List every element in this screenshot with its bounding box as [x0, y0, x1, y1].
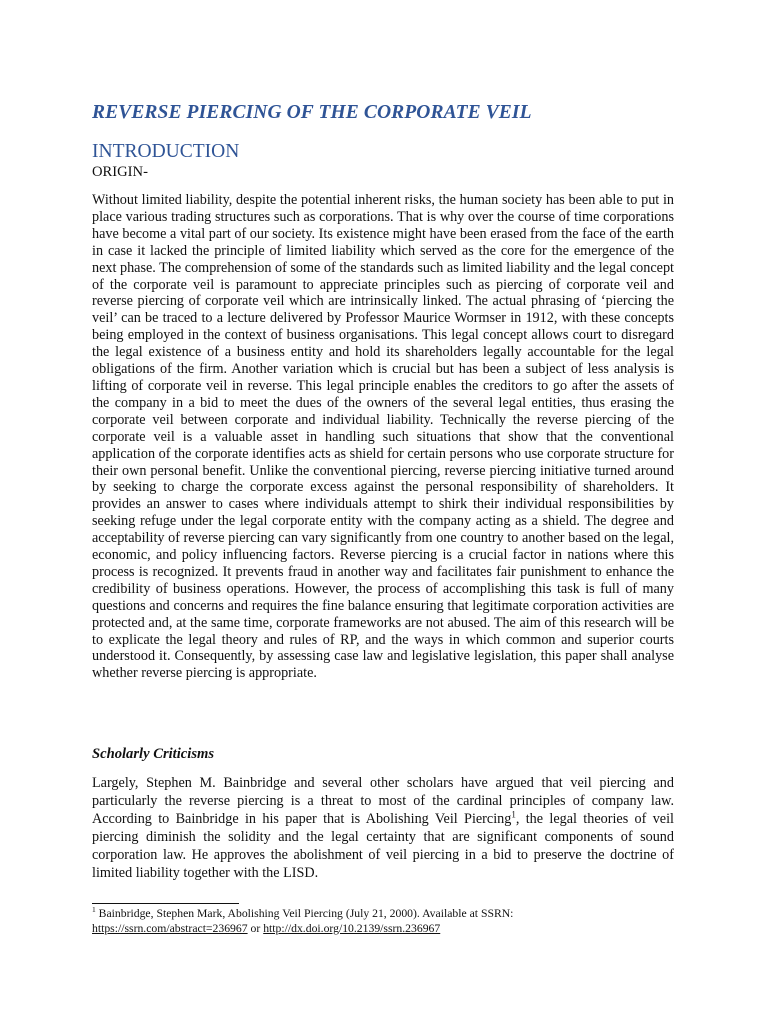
- footnote-number: 1: [92, 905, 96, 915]
- footnote-link-doi[interactable]: http://dx.doi.org/10.2139/ssrn.236967: [263, 921, 441, 935]
- introduction-paragraph: Without limited liability, despite the potential inherent risks, the human society has been able to put in place various trading structures such as corporations. That is why over the course of time corporations have become a vital part of our society. Its existence might have been erased from the face of the earth in case it lacked the principle of limited liability which served as the core for the emergence of the next phase. The comprehension of some of the standards such as limited liability and the legal concept of the corporate veil is paramount to appreciate principles such as piercing of corporate veil and reverse piercing of corporate veil which are intrinsically linked. The actual phrasing of ‘piercing the veil’ can be traced to a lecture delivered by Professor Maurice Wormser in 1912, with these concepts being employed in the context of business organisations. This legal concept allows court to disregard the legal existence of a business entity and hold its shareholders legally accountable for the legal obligations of the firm. Another variation which is crucial but has been a subject of less analysis is lifting of corporate veil in reverse. This legal principle enables the creditors to go after the assets of the company in a bid to meet the dues of the owners of the several legal entities, thus erasing the corporate veil between corporate and individual liability. Technically the reverse piercing of the corporate veil is a valuable asset in handling such situations that show that the conventional application of the corporate identifies acts as shield for certain persons who use corporate structure for their own personal benefit. Unlike the conventional piercing, reverse piercing initiative turned around by seeking to charge the corporate excess against the personal responsibility of shareholders. It provides an answer to cases where individuals attempt to shirk their individual responsibilities by seeking refuge under the legal corporate entity with the company acting as a shield. The degree and acceptability of reverse piercing can vary significantly from one country to another based on the legal, economic, and policy influencing factors. Reverse piercing is a crucial factor in nations where this process is recognized. It prevents fraud in another way and facilitates fair punishment to enhance the credibility of business operations. However, the process of accomplishing this task is full of many questions and concerns and requires the fine balance ensuring that legitimate corporation activities are protected and, at the same time, corporate frameworks are not abused. The aim of this research will be to explicate the legal theory and rules of RP, and the ways in which common and superior courts understood it. Consequently, by assessing case law and legislative legislation, this paper shall analyse whether reverse piercing is appropriate.: [92, 192, 674, 682]
- subheading-scholarly-criticisms: Scholarly Criticisms: [92, 746, 215, 762]
- footnote-or-text: or: [247, 921, 264, 935]
- origin-label: ORIGIN-: [92, 164, 148, 180]
- footnote-text: Bainbridge, Stephen Mark, Abolishing Veil Piercing (July 21, 2000). Available at SSRN:: [95, 907, 514, 920]
- criticisms-paragraph: [92, 775, 674, 882]
- criticisms-text-end: , the legal theories of veil piercing diminish the solidity and the legal certainty that are significant components of sound corporation law. He approves the abolishment of veil piercing in a bid to preserve the doctrine of limited liability together with the LISD.: [92, 810, 674, 881]
- section-heading-introduction: INTRODUCTION: [92, 141, 240, 162]
- footnote-divider: [92, 903, 239, 904]
- document-title: REVERSE PIERCING OF THE CORPORATE VEIL: [92, 102, 532, 123]
- footnote-link-ssrn[interactable]: https://ssrn.com/abstract=236967: [92, 921, 248, 935]
- footnote: [92, 907, 612, 936]
- footnote-reference[interactable]: 1: [511, 809, 516, 820]
- criticisms-text-start: Largely, Stephen M. Bainbridge and several other scholars have argued that veil piercing and particularly the reverse piercing is a threat to most of the cardinal principles of company law. According to Bainbridge in his paper that is Abolishing Veil Piercing: [92, 775, 674, 827]
